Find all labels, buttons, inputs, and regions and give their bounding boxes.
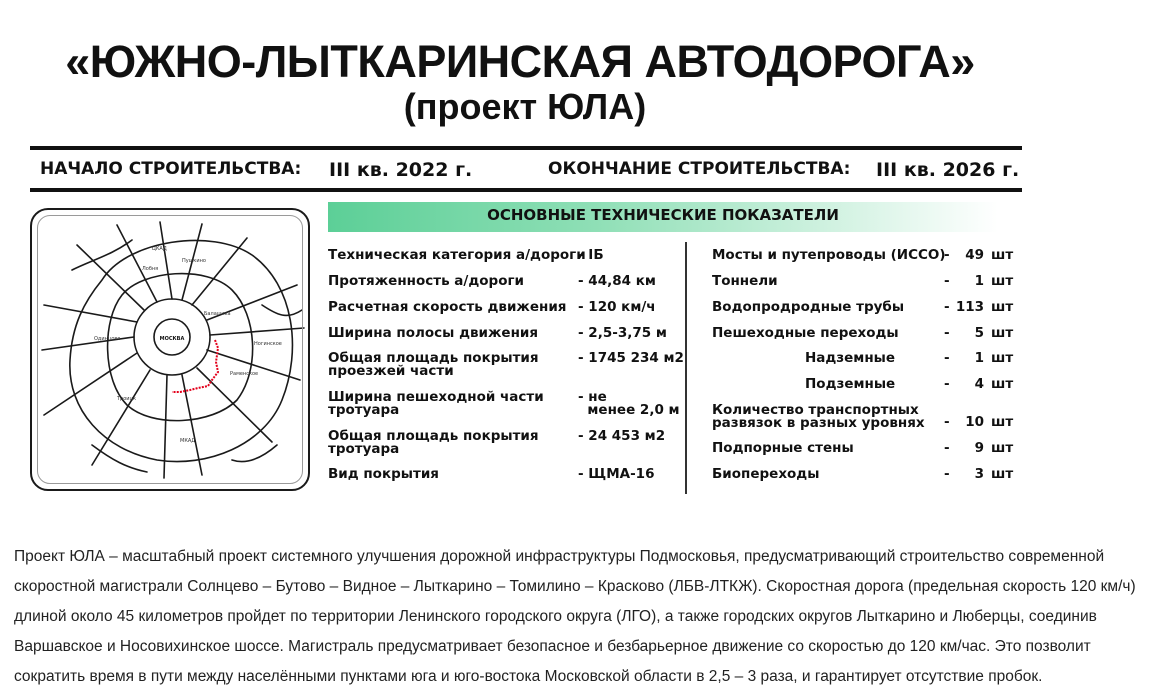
spec-unit: шт xyxy=(991,299,1014,315)
spec-value: 1 xyxy=(974,273,984,289)
spec-label: Общая площадь покрытия тротуара xyxy=(328,428,539,457)
spec-value: 1 xyxy=(974,350,984,366)
spec-label: Биопереходы xyxy=(712,466,820,482)
spec-value: - 2,5-3,75 м xyxy=(578,325,667,341)
spec-dash: - xyxy=(944,273,950,289)
spec-unit: шт xyxy=(991,247,1014,263)
spec-value: - не менее 2,0 м xyxy=(578,389,680,418)
map-center-label: МОСКВА xyxy=(159,336,185,342)
spec-value: - ЩМА-16 xyxy=(578,466,655,482)
end-label: ОКОНЧАНИЕ СТРОИТЕЛЬСТВА: xyxy=(548,159,851,179)
specs-heading: ОСНОВНЫЕ ТЕХНИЧЕСКИЕ ПОКАЗАТЕЛИ xyxy=(487,206,839,224)
divider-top xyxy=(30,146,1022,150)
map-label-odintsovo: Одинцово xyxy=(94,336,121,342)
specs-column-divider xyxy=(685,242,687,494)
map-label-ckad: ЦКАД xyxy=(152,246,167,252)
spec-unit: шт xyxy=(991,325,1014,341)
page-title: «ЮЖНО-ЛЫТКАРИНСКАЯ АВТОДОРОГА» xyxy=(65,36,975,87)
spec-dash: - xyxy=(944,247,950,263)
spec-value: 5 xyxy=(974,325,984,341)
route-map xyxy=(30,208,310,491)
map-label-ramenskoe: Раменское xyxy=(230,371,259,377)
spec-label: Подпорные стены xyxy=(712,440,854,456)
spec-label: Подземные xyxy=(805,376,896,392)
spec-label: Расчетная скорость движения xyxy=(328,299,567,315)
spec-label: Техническая категория а/дороги xyxy=(328,247,586,263)
spec-label: Мосты и путепроводы (ИССО) xyxy=(712,247,946,263)
spec-label: Надземные xyxy=(805,350,896,366)
map-label-mkad: МКАД xyxy=(180,438,196,444)
project-description: Проект ЮЛА – масштабный проект системного улучшения дорожной инфраструктуры Подмосковья, предусматривающий строительство современной скоростной магистрали Солнцево – Бутово – Видное – Лыткарино – Томилино – Красково (ЛБВ-ЛТКЖ). Скоростная дорога (предельная скорость 120 км/ч) длиной около 45 километров пройдет по территории Ленинского городского округа (ЛГО), а также городских округов Лыткарино и Люберцы, соединив Варшавское и Носовихинское шоссе. Магистраль предусматривает безопасное и безбарьерное движение со скоростью до 120 км/час. Это позволит сократить время в пути между населёнными пунктами юга и юго-востока Московской области в 2,5 – 3 раза, и гарантирует отсутствие пробок. xyxy=(14,548,1136,685)
spec-value: - 24 453 м2 xyxy=(578,428,666,444)
spec-value: - 1745 234 м2 xyxy=(578,350,684,366)
spec-dash: - xyxy=(944,350,950,366)
spec-unit: шт xyxy=(991,414,1014,430)
spec-unit: шт xyxy=(991,376,1014,392)
spec-label: Ширина полосы движения xyxy=(328,325,539,341)
spec-dash: - xyxy=(944,414,950,430)
spec-value: 10 xyxy=(965,414,984,430)
spec-label: Общая площадь покрытия проезжей части xyxy=(328,350,539,379)
spec-value: 4 xyxy=(974,376,984,392)
spec-label: Тоннели xyxy=(712,273,778,289)
divider-bottom xyxy=(30,188,1022,192)
start-value: III кв. 2022 г. xyxy=(329,159,473,181)
route-path xyxy=(172,340,218,392)
spec-value: 9 xyxy=(974,440,984,456)
map-label-noginsk: Ногинское xyxy=(254,341,282,347)
road-network-map xyxy=(32,210,310,491)
spec-value: 3 xyxy=(974,466,984,482)
spec-value: 49 xyxy=(965,247,984,263)
spec-dash: - xyxy=(944,466,950,482)
map-label-pushkino: Пушкино xyxy=(182,258,206,264)
spec-unit: шт xyxy=(991,273,1014,289)
spec-dash: - xyxy=(944,299,950,315)
spec-label: Ширина пешеходной части тротуара xyxy=(328,389,544,418)
spec-value: - 120 км/ч xyxy=(578,299,656,315)
construction-dates xyxy=(0,159,1040,183)
spec-label: Вид покрытия xyxy=(328,466,439,482)
spec-value: - IБ xyxy=(578,247,604,263)
spec-value: 113 xyxy=(955,299,984,315)
map-label-troitsk: Троицк xyxy=(117,396,136,402)
spec-dash: - xyxy=(944,325,950,341)
spec-label: Протяженность а/дороги xyxy=(328,273,524,289)
spec-unit: шт xyxy=(991,440,1014,456)
spec-value: - 44,84 км xyxy=(578,273,656,289)
spec-label: Водопродродные трубы xyxy=(712,299,905,315)
spec-label: Пешеходные переходы xyxy=(712,325,899,341)
page-subtitle: (проект ЮЛА) xyxy=(403,86,647,127)
spec-dash: - xyxy=(944,376,950,392)
spec-unit: шт xyxy=(991,350,1014,366)
end-value: III кв. 2026 г. xyxy=(876,159,1020,181)
map-label-lobnya: Лобня xyxy=(142,266,159,272)
map-label-balashikha: Балашиха xyxy=(204,311,231,317)
spec-unit: шт xyxy=(991,466,1014,482)
start-label: НАЧАЛО СТРОИТЕЛЬСТВА: xyxy=(40,159,302,179)
spec-dash: - xyxy=(944,440,950,456)
spec-label: Количество транспортных развязок в разных уровнях xyxy=(712,402,925,431)
